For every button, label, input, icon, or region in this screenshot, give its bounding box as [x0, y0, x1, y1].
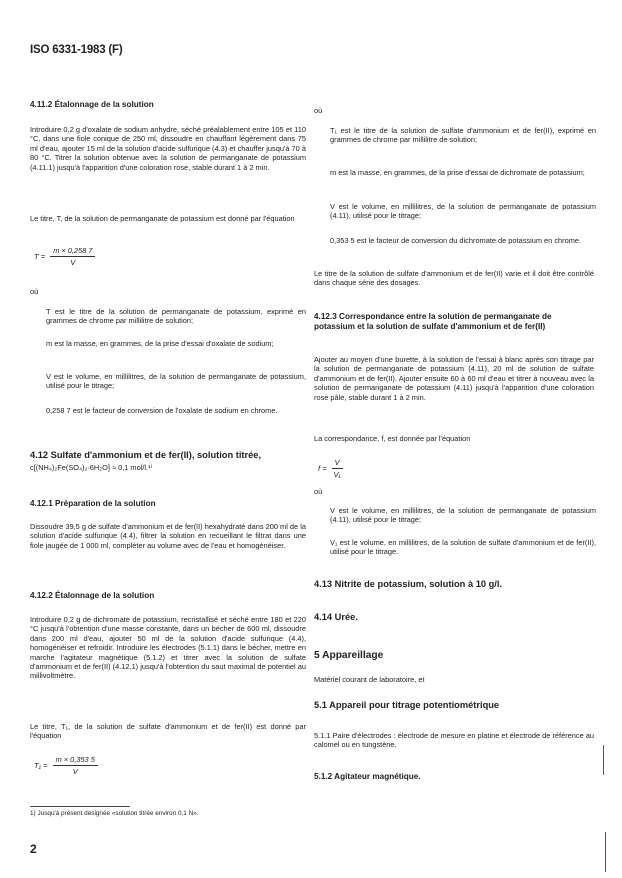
equation-2 — [34, 755, 98, 776]
section-4-11-2-equation-intro: Le titre, T, de la solution de permanganate de potassium est donné par l'équation — [30, 214, 295, 223]
equation-3-numerator: V — [332, 458, 343, 469]
equation-2-numerator: m × 0,353 5 — [53, 755, 98, 766]
definition-V-right: V est le volume, en millilitres, de la solution de permanganate de potassium (4.11), utilisé pour le titrage; — [330, 202, 596, 221]
definition-factor-right: 0,353 5 est le facteur de conversion du dichromate de potassium en chrome. — [330, 236, 582, 245]
section-5-1-1: 5.1.1 Paire d'électrodes : électrode de mesure en platine et électrode de référence au calomel ou en tungstène. — [314, 731, 594, 750]
footnote: 1) Jusqu'à présent désignée «solution titrée environ 0,1 N». — [30, 810, 199, 817]
section-5-1-2: 5.1.2 Agitateur magnétique. — [314, 772, 421, 781]
equation-2-denominator: V — [72, 767, 78, 776]
ou-label: où — [30, 287, 39, 296]
section-4-11-2-title: 4.11.2 Étalonnage de la solution — [30, 100, 154, 109]
equation-2-lhs: T₁ = — [34, 761, 48, 770]
section-4-12-2-equation-intro: Le titre, T₁, de la solution de sulfate d'ammonium et de fer(II) est donné par l'équation — [30, 722, 306, 741]
definition-V: V est le volume, en millilitres, de la solution de permanganate de potassium, utilisé pour le titrage; — [46, 372, 306, 391]
section-4-12-1-title: 4.12.1 Préparation de la solution — [30, 499, 156, 508]
definition-V-correspondance: V est le volume, en millilitres, de la solution de permanganate de potassium (4.11), utilisé pour le titrage; — [330, 506, 596, 525]
equation-1-fraction — [50, 246, 95, 267]
equation-1-denominator: V — [70, 258, 76, 267]
equation-3-denominator: V₁ — [333, 470, 341, 479]
section-5-paragraph: Matériel courant de laboratoire, et — [314, 675, 425, 684]
equation-3 — [318, 458, 343, 479]
equation-1-numerator: m × 0,258 7 — [50, 246, 95, 257]
equation-1 — [34, 246, 95, 267]
section-4-12-3-title: 4.12.3 Correspondance entre la solution de permanganate de potassium et la solution de sulfate d'ammonium et de fer(II) — [314, 312, 552, 331]
section-4-12-1-paragraph: Dissoudre 39,5 g de sulfate d'ammonium et de fer(II) hexahydraté dans 200 ml de la solution d'acide sulfurique (4.4), filtrer la solution en recueillant le filtrat dans une fiole jaugée de 1 000 ml, compléter au volume avec de l'eau et homogénéiser. — [30, 522, 306, 550]
page-number: 2 — [30, 842, 37, 856]
ou-label-right: où — [314, 106, 323, 115]
footnote-rule — [30, 806, 130, 807]
section-5-title: 5 Appareillage — [314, 650, 384, 661]
section-4-12-2-title: 4.12.2 Étalonnage de la solution — [30, 591, 155, 600]
definition-m-right: m est la masse, en grammes, de la prise d'essai de dichromate de potassium; — [330, 168, 585, 177]
definition-T: T est le titre de la solution de permanganate de potassium, exprimé en grammes de chrome par millilitre de solution; — [46, 307, 306, 326]
equation-3-lhs: f = — [318, 464, 327, 473]
document-header: ISO 6331-1983 (F) — [30, 44, 123, 56]
scan-margin-mark — [603, 745, 604, 775]
section-4-14: 4.14 Urée. — [314, 612, 358, 622]
definition-m: m est la masse, en grammes, de la prise d'essai d'oxalate de sodium; — [46, 339, 274, 348]
section-4-12-formula: c[(NH₄)₂Fe(SO₄)₂·6H₂O] ≈ 0,1 mol/l.¹⁾ — [30, 463, 153, 472]
definition-factor: 0,258 7 est le facteur de conversion de l'oxalate de sodium en chrome. — [46, 406, 278, 415]
ou-label-right-2: où — [314, 487, 323, 496]
scan-margin-mark-2 — [605, 832, 606, 872]
equation-1-lhs: T = — [34, 252, 46, 261]
section-5-1-title: 5.1 Appareil pour titrage potentiométrique — [314, 700, 500, 710]
titre-note: Le titre de la solution de sulfate d'ammonium et de fer(II) varie et il doit être contrôlé dans chaque série des dosages. — [314, 269, 594, 288]
section-4-12-2-paragraph: Introduire 0,2 g de dichromate de potassium, recristallisé et séché entre 180 et 220 °C jusqu'à l'obtention d'une masse constante, dans un bécher de 600 ml, dissoudre dans 200 ml d'eau, ajouter 50 ml de la solution d'acide sulfurique (4.4), homogénéiser et refroidir. Introduire les électrodes (5.1.1) dans le bécher, mettre en marche l'agitateur magnétique (5.1.2) et titrer avec la solution de sulfate d'ammonium et de fer(II) (4.12.1) jusqu'à l'obtention du saut maximal de potentiel au millivoltmètre. — [30, 615, 306, 681]
definition-V1: V₁ est le volume, en millilitres, de la solution de sulfate d'ammonium et de fer(II), utilisé pour le titrage. — [330, 538, 596, 557]
section-4-11-2-paragraph: Introduire 0,2 g d'oxalate de sodium anhydre, séché préalablement entre 105 et 110 °C, dans une fiole conique de 250 ml, dissoudre en chauffant légèrement dans 75 ml d'eau, ajouter 15 ml de la solution d'acide sulfurique (4.3) et chauffer jusqu'à 70 à 80 °C. Titrer la solution obtenue avec la solution de permanganate de potassium (4.11.1) jusqu'à l'apparition d'une coloration rose, stable durant 1 à 2 min. — [30, 125, 306, 172]
section-4-12-title: 4.12 Sulfate d'ammonium et de fer(II), solution titrée, — [30, 450, 262, 460]
definition-T1: T₁ est le titre de la solution de sulfate d'ammonium et de fer(II), exprimé en grammes de chrome par millilitre de solution; — [330, 126, 596, 145]
section-4-12-3-paragraph: Ajouter au moyen d'une burette, à la solution de l'essai à blanc après son titrage par la solution de permanganate de potassium (4.11), 20 ml de solution de sulfate d'ammonium et de fer(II). Ajouter ensuite 60 à 60 ml d'eau et titrer à nouveau avec la solution de permanganate de potassium (4.11) jusqu'à l'apparition d'une coloration rose pâle, stable durant 1 à 2 min. — [314, 355, 594, 402]
section-4-12-3-equation-intro: La correspondance, f, est donnée par l'équation — [314, 434, 471, 443]
section-4-13: 4.13 Nitrite de potassium, solution à 10 g/l. — [314, 579, 503, 589]
equation-2-fraction — [53, 755, 98, 776]
equation-3-fraction — [332, 458, 343, 479]
